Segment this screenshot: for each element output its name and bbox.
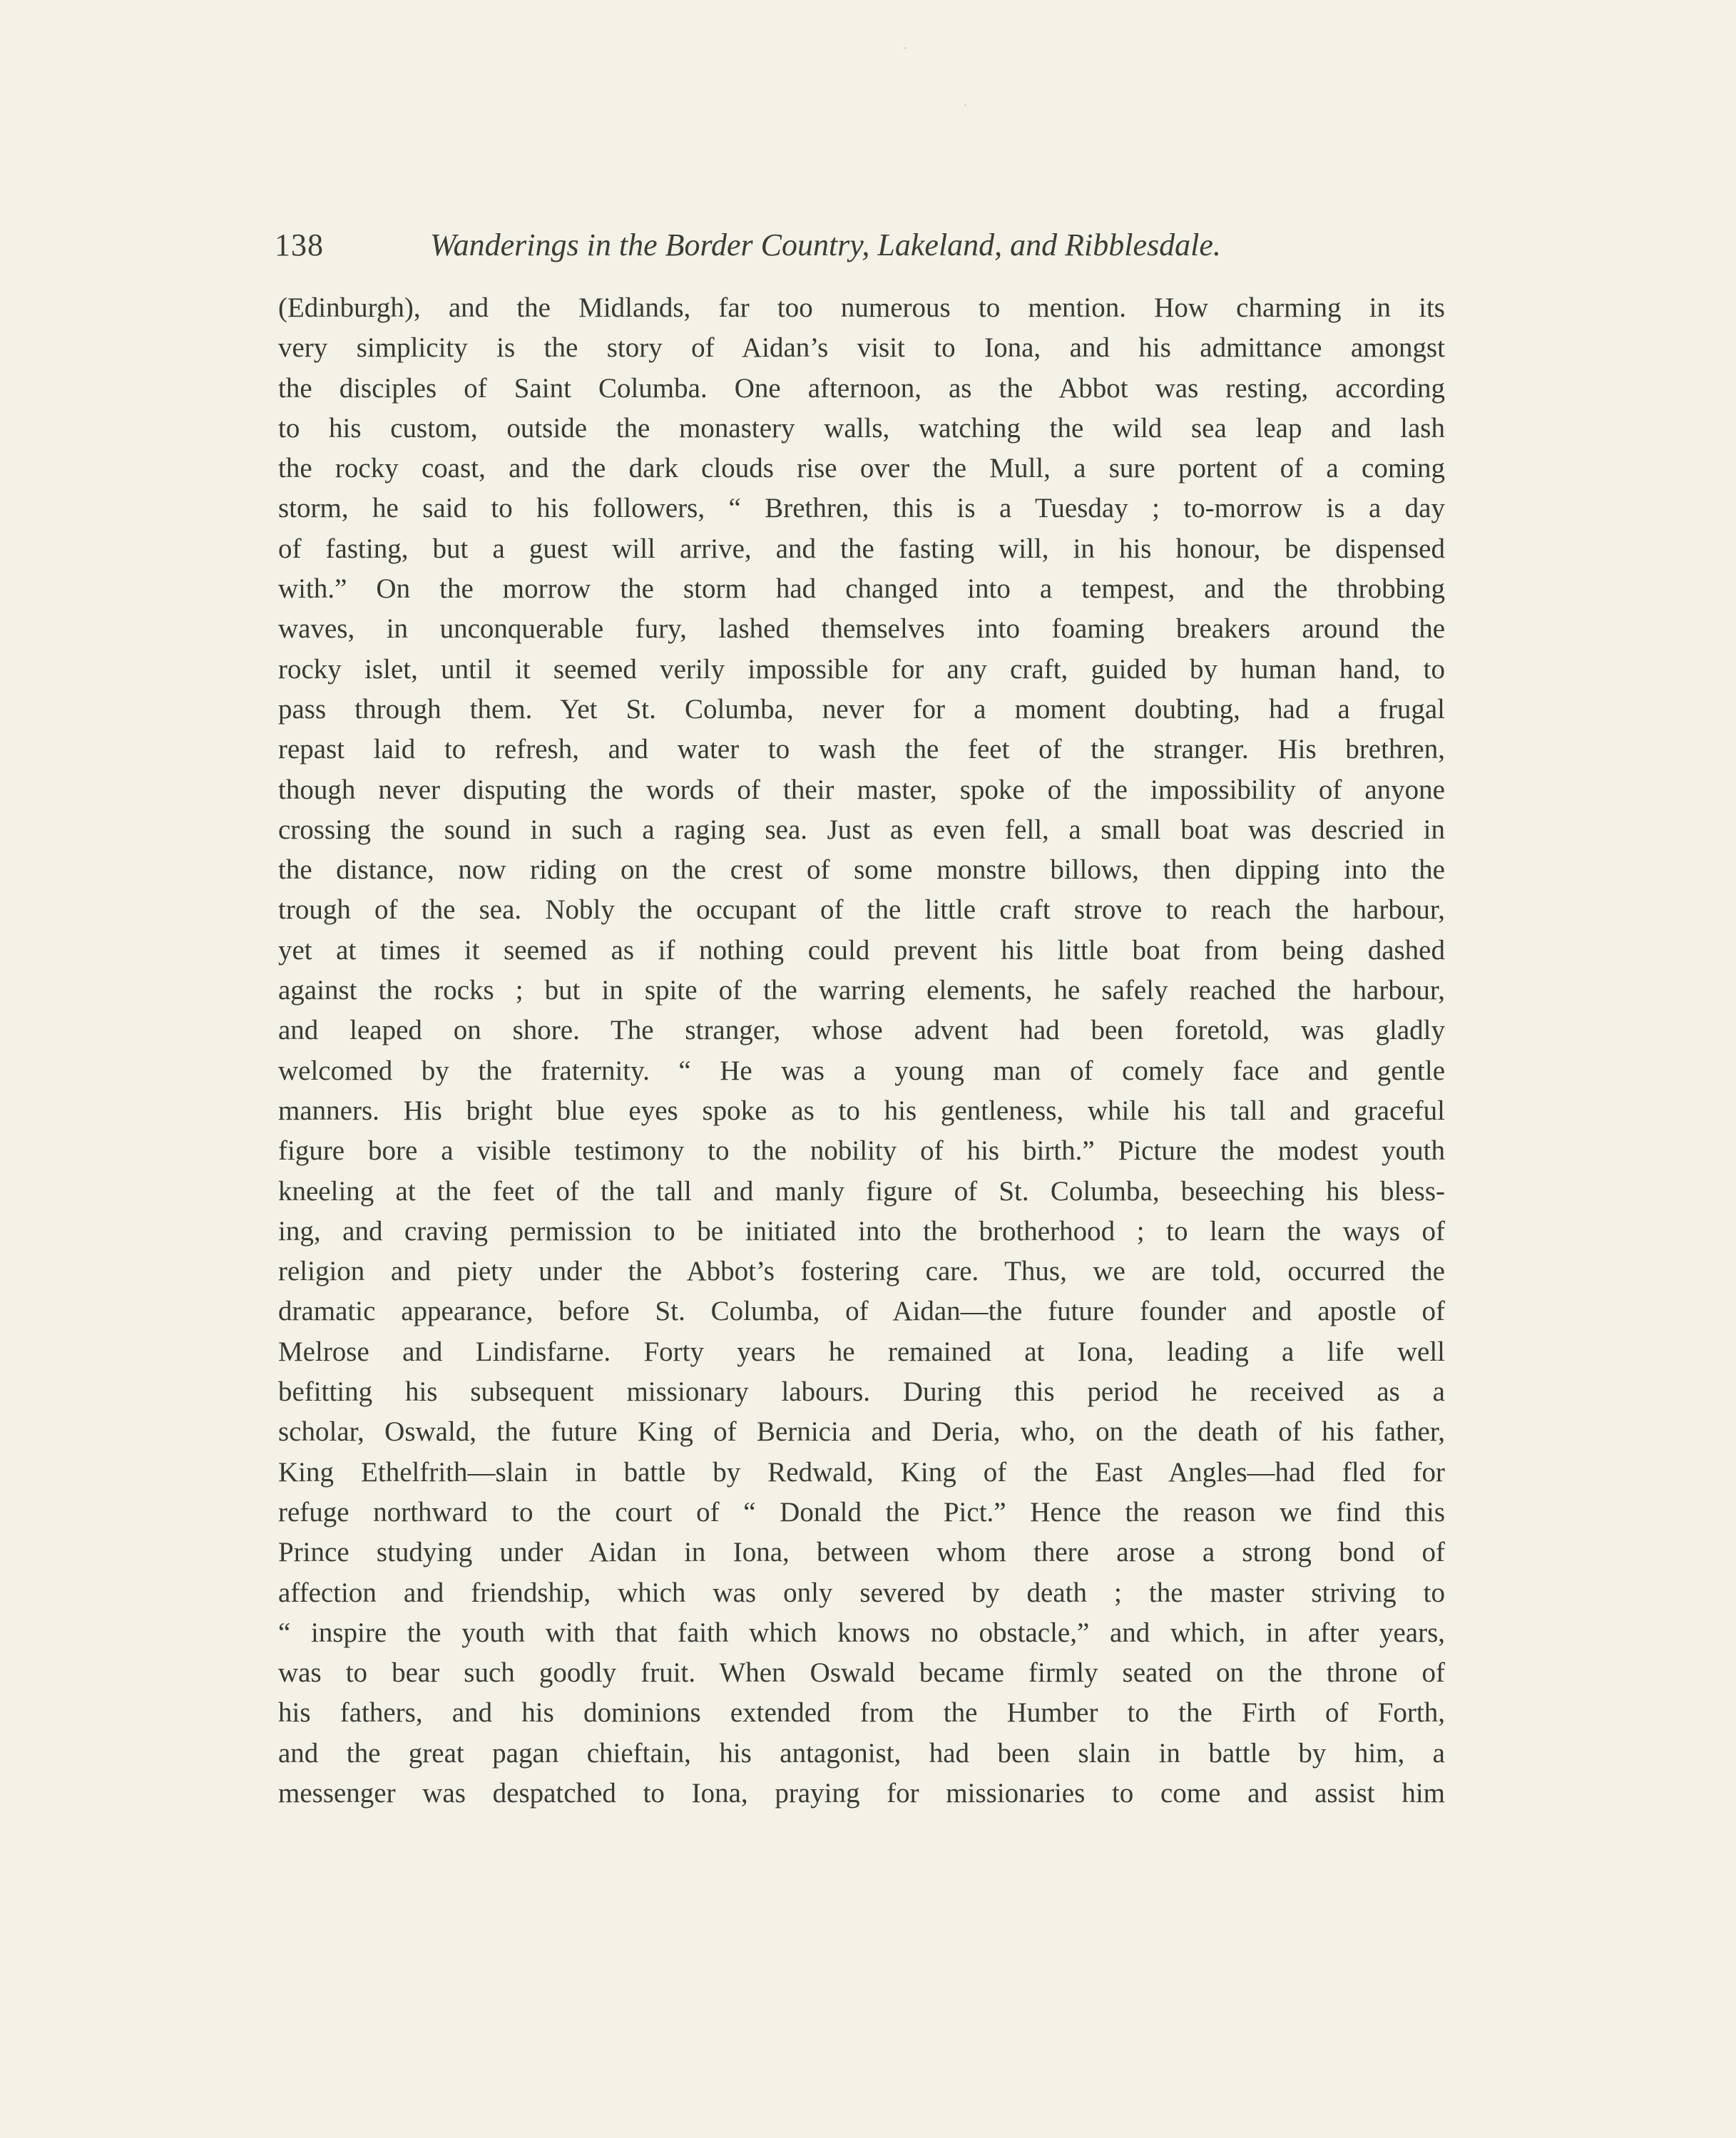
- text-line: manners. His bright blue eyes spoke as to his gentleness, while his tall and graceful: [278, 1095, 1445, 1126]
- text-line: and the great pagan chieftain, his antagonist, had been slain in battle by him, a: [278, 1737, 1445, 1769]
- text-line: messenger was despatched to Iona, praying for missionaries to come and assist him: [278, 1777, 1445, 1809]
- text-line: trough of the sea. Nobly the occupant of the little craft strove to reach the harbour,: [278, 894, 1445, 926]
- text-line: though never disputing the words of their master, spoke of the impossibility of anyone: [278, 774, 1445, 805]
- text-line: the distance, now riding on the crest of some monstre billows, then dipping into the: [278, 854, 1445, 886]
- text-line: very simplicity is the story of Aidan’s visit to Iona, and his admittance amongst: [278, 332, 1445, 364]
- text-line: Prince studying under Aidan in Iona, between whom there arose a strong bond of: [278, 1537, 1445, 1568]
- text-line: befitting his subsequent missionary labours. During this period he received as a: [278, 1376, 1445, 1408]
- text-line: rocky islet, until it seemed verily impossible for any craft, guided by human hand, to: [278, 653, 1445, 685]
- page-number: 138: [275, 227, 324, 262]
- text-line: scholar, Oswald, the future King of Bernicia and Deria, who, on the death of his father,: [278, 1416, 1445, 1448]
- running-title: Wanderings in the Border Country, Lakeland, and Ribblesdale.: [430, 227, 1221, 262]
- text-line: to his custom, outside the monastery walls, watching the wild sea leap and lash: [278, 412, 1445, 444]
- text-line: waves, in unconquerable fury, lashed themselves into foaming breakers around the: [278, 613, 1445, 645]
- paper-speck: [904, 47, 907, 49]
- text-line: affection and friendship, which was only severed by death ; the master striving to: [278, 1577, 1445, 1608]
- text-line: kneeling at the feet of the tall and manly figure of St. Columba, beseeching his bless-: [278, 1175, 1445, 1207]
- text-line: yet at times it seemed as if nothing could prevent his little boat from being dashed: [278, 934, 1445, 966]
- text-line: the disciples of Saint Columba. One afternoon, as the Abbot was resting, according: [278, 372, 1445, 404]
- text-line: his fathers, and his dominions extended from the Humber to the Firth of Forth,: [278, 1697, 1445, 1729]
- text-line: pass through them. Yet St. Columba, never for a moment doubting, had a frugal: [278, 693, 1445, 725]
- text-line: and leaped on shore. The stranger, whose advent had been foretold, was gladly: [278, 1015, 1445, 1046]
- text-line: repast laid to refresh, and water to wash the feet of the stranger. His brethren,: [278, 734, 1445, 765]
- text-line: with.” On the morrow the storm had changed into a tempest, and the throbbing: [278, 573, 1445, 605]
- text-line: refuge northward to the court of “ Donald the Pict.” Hence the reason we find this: [278, 1496, 1445, 1528]
- text-line: ing, and craving permission to be initiated into the brotherhood ; to learn the ways of: [278, 1215, 1445, 1247]
- text-line: “ inspire the youth with that faith which knows no obstacle,” and which, in after years,: [278, 1617, 1445, 1648]
- text-line: storm, he said to his followers, “ Brethren, this is a Tuesday ; to-morrow is a day: [278, 493, 1445, 524]
- body-text: [278, 288, 1445, 1814]
- text-line: (Edinburgh), and the Midlands, far too numerous to mention. How charming in its: [278, 292, 1445, 323]
- text-line: Melrose and Lindisfarne. Forty years he remained at Iona, leading a life well: [278, 1336, 1445, 1367]
- text-line: religion and piety under the Abbot’s fostering care. Thus, we are told, occurred the: [278, 1256, 1445, 1287]
- text-line: of fasting, but a guest will arrive, and the fasting will, in his honour, be dispensed: [278, 533, 1445, 564]
- page-header: [275, 227, 1444, 270]
- paper-speck: [964, 104, 966, 106]
- text-line: the rocky coast, and the dark clouds rise over the Mull, a sure portent of a coming: [278, 453, 1445, 484]
- text-line: King Ethelfrith—slain in battle by Redwald, King of the East Angles—had fled for: [278, 1456, 1445, 1488]
- text-line: dramatic appearance, before St. Columba, of Aidan—the future founder and apostle of: [278, 1296, 1445, 1327]
- text-line: was to bear such goodly fruit. When Oswald became firmly seated on the throne of: [278, 1657, 1445, 1689]
- text-line: against the rocks ; but in spite of the warring elements, he safely reached the harbour,: [278, 975, 1445, 1006]
- text-line: crossing the sound in such a raging sea. Just as even fell, a small boat was descried in: [278, 814, 1445, 845]
- text-line: welcomed by the fraternity. “ He was a young man of comely face and gentle: [278, 1055, 1445, 1086]
- text-line: figure bore a visible testimony to the nobility of his birth.” Picture the modest youth: [278, 1135, 1445, 1167]
